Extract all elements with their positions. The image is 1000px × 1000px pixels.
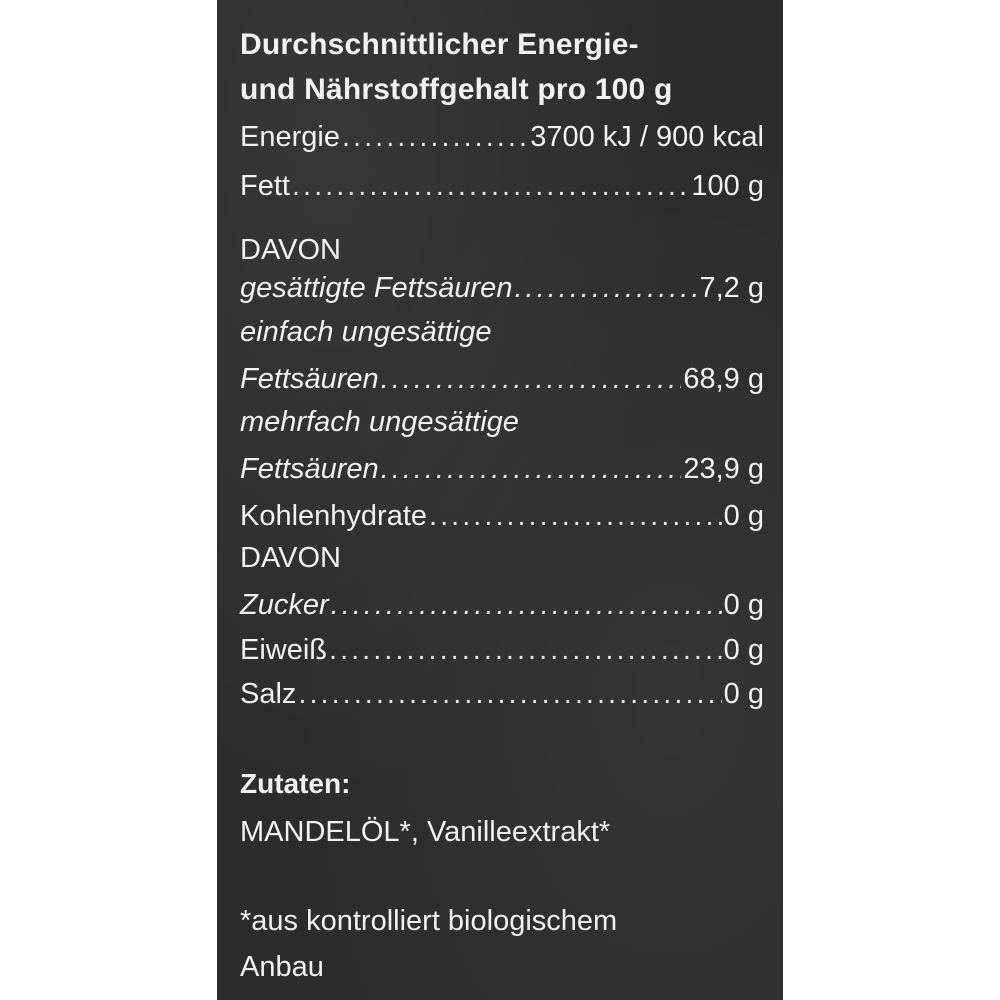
row-value: 0 g [723, 589, 764, 621]
row-label: Salz [240, 678, 297, 710]
einfach-prefix: einfach ungesättige [240, 316, 492, 348]
title-line-2: und Nährstoffgehalt pro 100 g [240, 73, 673, 106]
row-value: 68,9 g [683, 363, 764, 395]
dot-leader [298, 674, 721, 714]
organic-footnote [240, 898, 770, 990]
row-label: Kohlenhydrate [240, 500, 428, 532]
title-line-1: Durchschnittlicher Energie- [240, 28, 639, 61]
ingredients-list: MANDELÖL*, Vanilleextrakt* [240, 816, 611, 848]
dot-leader [342, 117, 528, 157]
nutrition-label-panel [217, 0, 783, 1000]
dot-leader [329, 630, 722, 670]
dot-leader [429, 496, 722, 536]
row-energie [240, 117, 764, 157]
footnote-line-2: Anbau [240, 951, 324, 983]
row-eiweiss [240, 630, 764, 670]
row-mehrfach-fettsaeuren [240, 449, 764, 489]
row-label: Energie [240, 121, 340, 153]
row-salz [240, 674, 764, 714]
row-value: 100 g [691, 170, 764, 202]
row-value: 23,9 g [683, 453, 764, 485]
dot-leader [381, 359, 682, 399]
row-fett [240, 166, 764, 206]
dot-leader [381, 449, 682, 489]
nutrition-title [240, 22, 673, 112]
row-label: Zucker [240, 589, 329, 621]
davon-heading-fat: DAVON [240, 234, 341, 266]
row-einfach-fettsaeuren [240, 359, 764, 399]
row-label: gesättigte Fettsäuren [240, 272, 513, 304]
row-kohlenhydrate [240, 496, 764, 536]
row-value: 0 g [723, 500, 764, 532]
mehrfach-prefix: mehrfach ungesättige [240, 406, 519, 438]
davon-heading-carbs: DAVON [240, 542, 341, 574]
footnote-line-1: *aus kontrolliert biologischem [240, 905, 618, 937]
row-value: 0 g [723, 678, 764, 710]
row-value: 3700 kJ / 900 kcal [530, 121, 764, 153]
row-gesaettigte-fettsaeuren [240, 268, 764, 308]
row-label: Fett [240, 170, 290, 202]
row-label: Eiweiß [240, 634, 328, 666]
dot-leader [331, 585, 722, 625]
row-zucker [240, 585, 764, 625]
row-value: 7,2 g [699, 272, 764, 304]
dot-leader [292, 166, 689, 206]
ingredients-heading: Zutaten: [240, 768, 351, 799]
row-value: 0 g [723, 634, 764, 666]
row-label: Fettsäuren [240, 363, 379, 395]
dot-leader [514, 268, 697, 308]
row-label: Fettsäuren [240, 453, 379, 485]
